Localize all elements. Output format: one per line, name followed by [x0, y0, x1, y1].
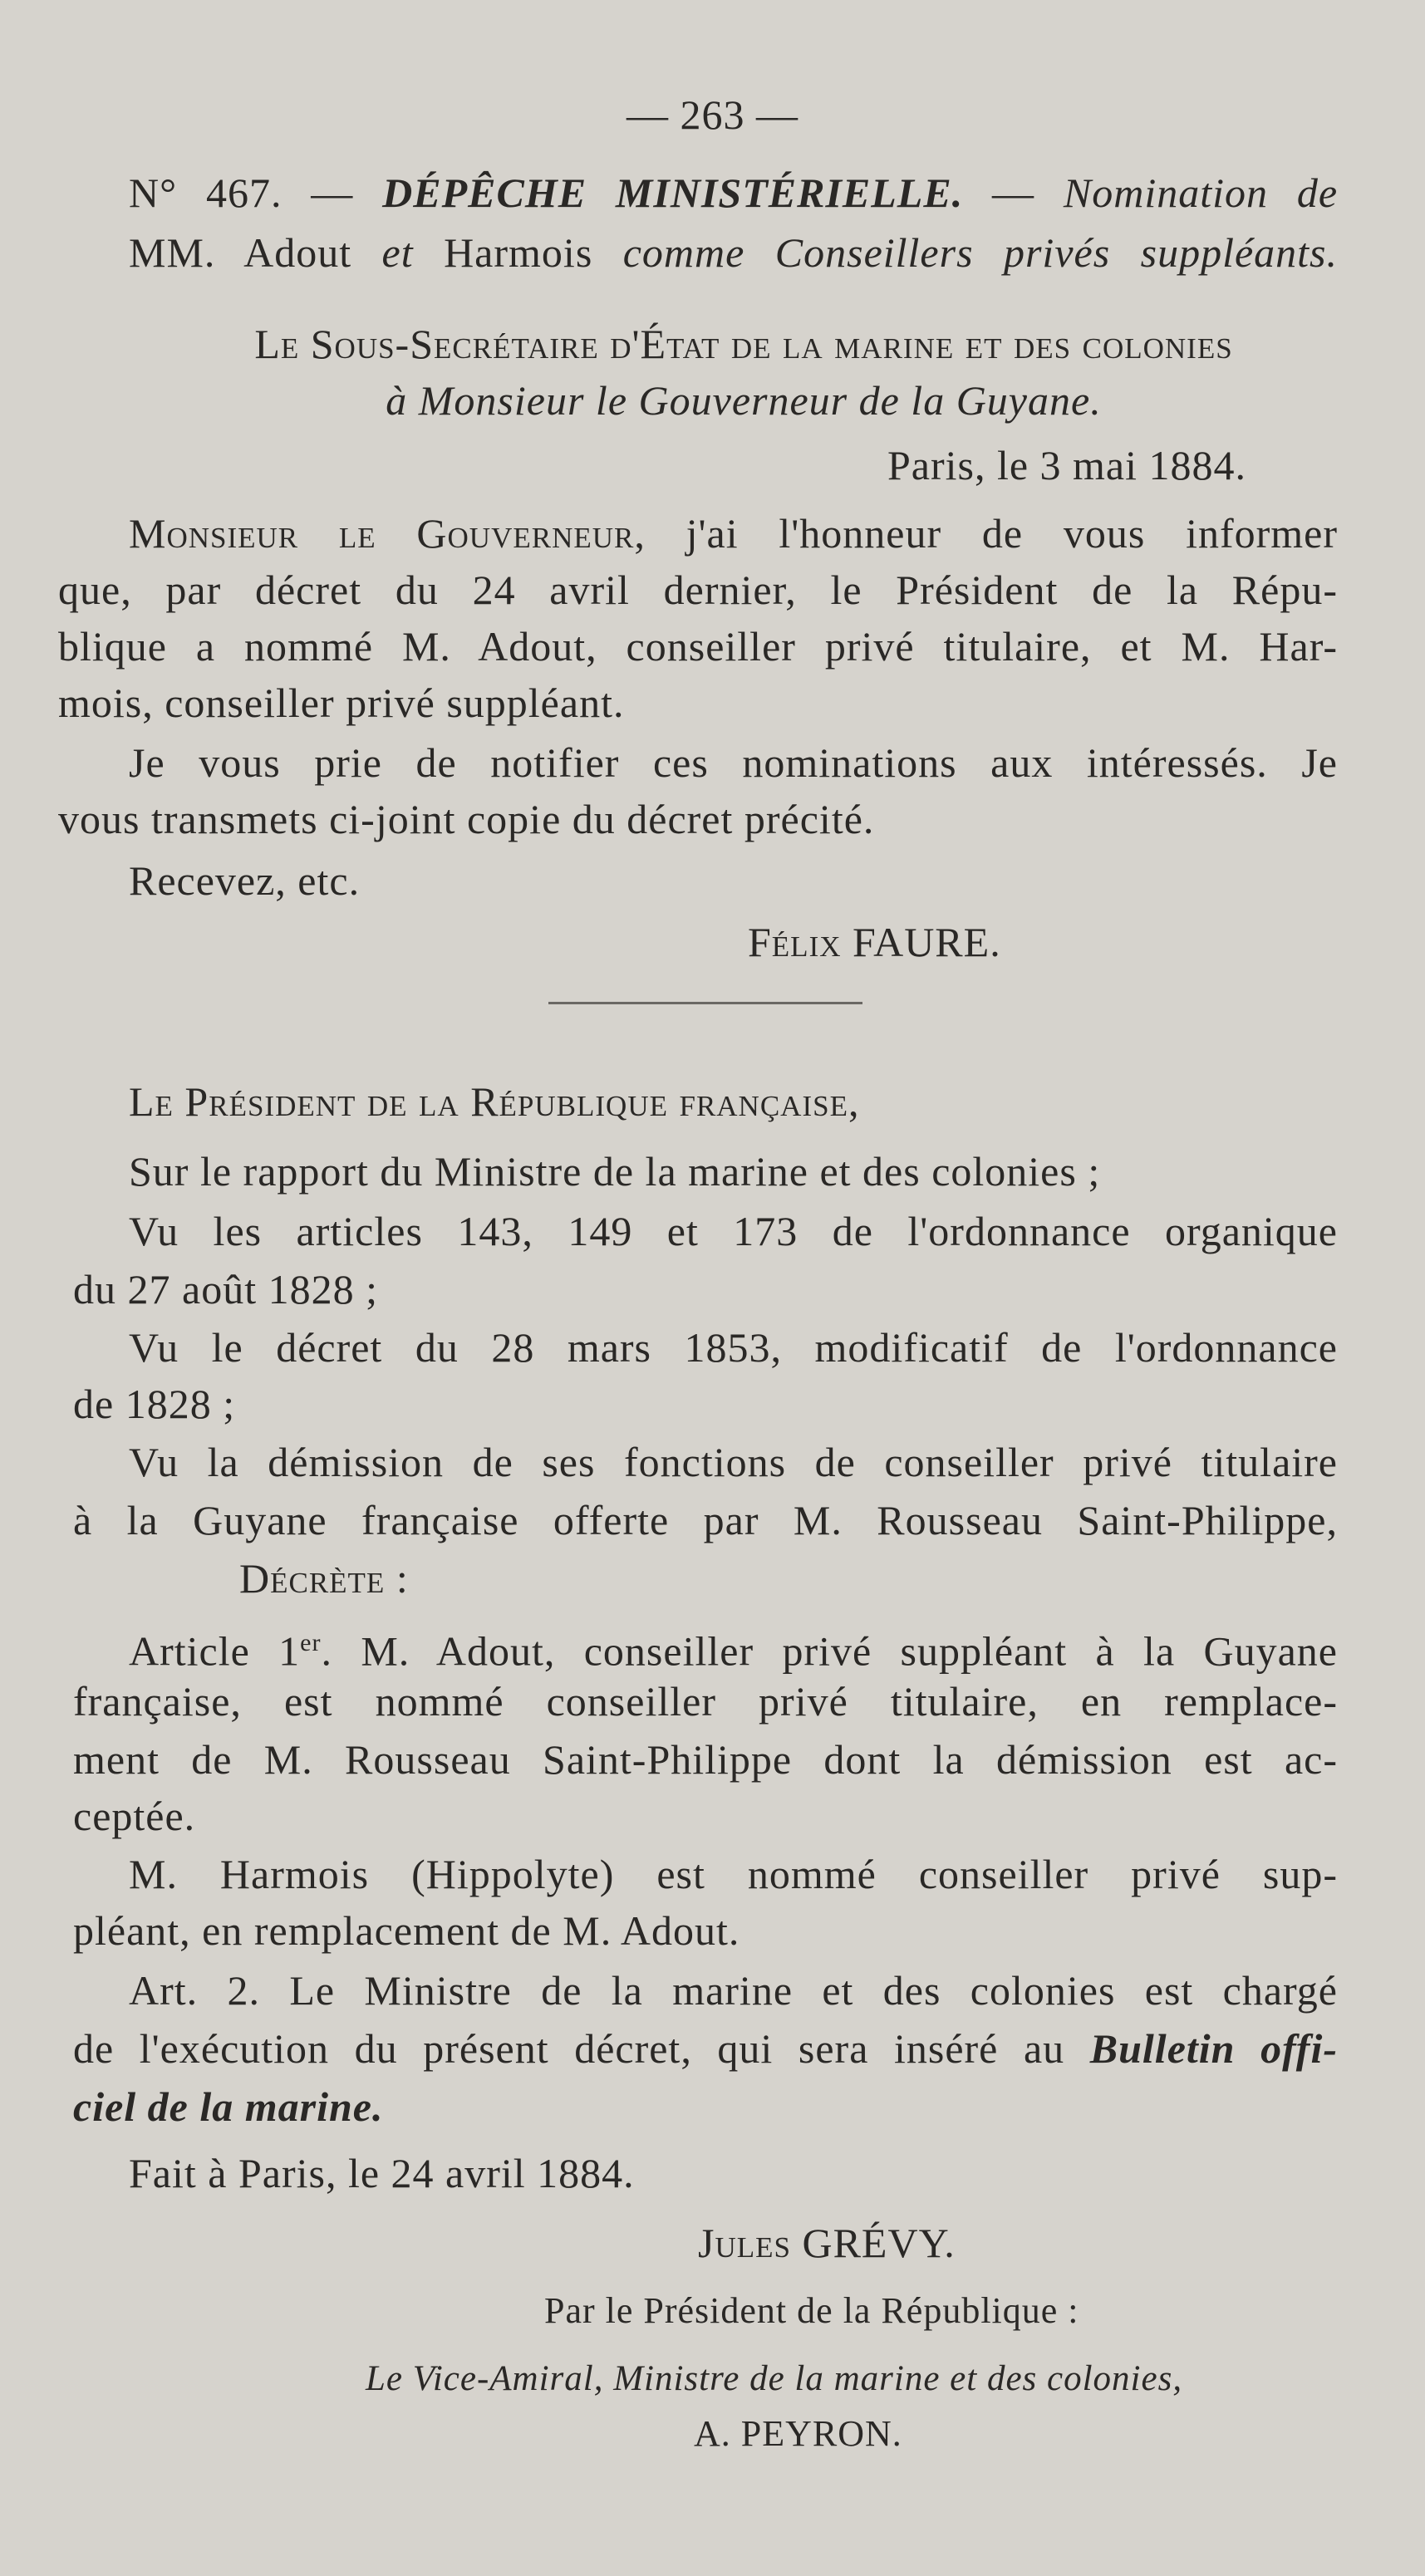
president-signature: Jules GRÉVY.: [698, 2220, 956, 2266]
body-line: vous transmets ci-joint copie du décret précité.: [58, 796, 875, 842]
decree-preamble: Le Président de la République française,: [129, 1078, 860, 1125]
article-line: [129, 1618, 1338, 1676]
heading-title: DÉPÊCHE MINISTÉRIELLE.: [382, 169, 964, 216]
heading-subject: comme Conseillers privés suppléants.: [622, 229, 1338, 276]
heading-line-1: [129, 168, 1338, 218]
body-line: mois, conseiller privé suppléant.: [58, 680, 625, 726]
article-line: ment de M. Rousseau Saint-Philippe dont la démission est ac-: [73, 1736, 1338, 1783]
dispatch-date: Paris, le 3 mai 1884.: [887, 442, 1246, 488]
section-divider: [548, 1002, 862, 1004]
decree-line: Vu le décret du 28 mars 1853, modificatif de l'ordonnance: [129, 1324, 1338, 1371]
decree-line: du 27 août 1828 ;: [73, 1266, 378, 1313]
body-line: blique a nommé M. Adout, conseiller privé titulaire, et M. Har-: [58, 623, 1338, 670]
dispatch-signature: Félix FAURE.: [748, 919, 1001, 965]
minister-name: A. PEYRON.: [694, 2413, 902, 2454]
decree-heading: Décrète :: [239, 1555, 409, 1602]
dispatch-number: N° 467.: [129, 169, 283, 216]
heading-line-2: [129, 228, 1338, 277]
body-line: [129, 508, 1338, 558]
article-label: Article 1: [129, 1627, 301, 1675]
body-text: j'ai l'honneur de vous informer: [685, 510, 1338, 557]
decree-line: de 1828 ;: [73, 1381, 236, 1427]
salutation: Monsieur le Gouverneur,: [129, 510, 646, 557]
body-line: que, par décret du 24 avril dernier, le Président de la Répu-: [58, 567, 1338, 613]
decree-done-at: Fait à Paris, le 24 avril 1884.: [129, 2150, 635, 2196]
heading-separator: —: [992, 169, 1035, 216]
closing-line: Recevez, etc.: [129, 857, 361, 904]
heading-subject: Nomination de: [1063, 169, 1339, 216]
heading-names: Harmois: [444, 229, 593, 276]
bulletin-title: ciel de la marine.: [73, 2083, 384, 2130]
decree-line: à la Guyane française offerte par M. Rousseau Saint-Philippe,: [73, 1497, 1338, 1543]
heading-names: MM. Adout: [129, 229, 352, 276]
decree-line: Sur le rapport du Ministre de la marine et des colonies ;: [129, 1148, 1101, 1195]
article-line: française, est nommé conseiller privé titulaire, en remplace-: [73, 1678, 1338, 1725]
article-line: Art. 2. Le Ministre de la marine et des colonies est chargé: [129, 1967, 1338, 2014]
recipient-line: à Monsieur le Gouverneur de la Guyane.: [386, 377, 1102, 424]
heading-conjunction: et: [381, 229, 414, 276]
decree-line: Vu les articles 143, 149 et 173 de l'ordonnance organique: [129, 1208, 1338, 1254]
page-number: — 263 —: [627, 91, 798, 138]
sender-line: Le Sous-Secrétaire d'État de la marine et des colonies: [254, 321, 1233, 367]
article-line: ceptée.: [73, 1793, 196, 1839]
decree-line: Vu la démission de ses fonctions de conseiller privé titulaire: [129, 1439, 1338, 1485]
article-text: . M. Adout, conseiller privé suppléant à la Guyane: [321, 1627, 1338, 1675]
article-line: [73, 2024, 1338, 2073]
bulletin-title: Bulletin offi-: [1089, 2025, 1339, 2072]
body-line: Je vous prie de notifier ces nominations aux intéressés. Je: [129, 739, 1338, 786]
minister-title: Le Vice-Amiral, Ministre de la marine et des colonies,: [366, 2359, 1183, 2398]
article-ordinal: er: [300, 1629, 322, 1656]
article-line: pléant, en remplacement de M. Adout.: [73, 1907, 740, 1954]
article-text: de l'exécution du présent décret, qui sera inséré au: [73, 2025, 1065, 2072]
heading-separator: —: [311, 169, 354, 216]
article-line: M. Harmois (Hippolyte) est nommé conseiller privé sup-: [129, 1851, 1338, 1897]
countersign-line: Par le Président de la République :: [544, 2290, 1079, 2331]
